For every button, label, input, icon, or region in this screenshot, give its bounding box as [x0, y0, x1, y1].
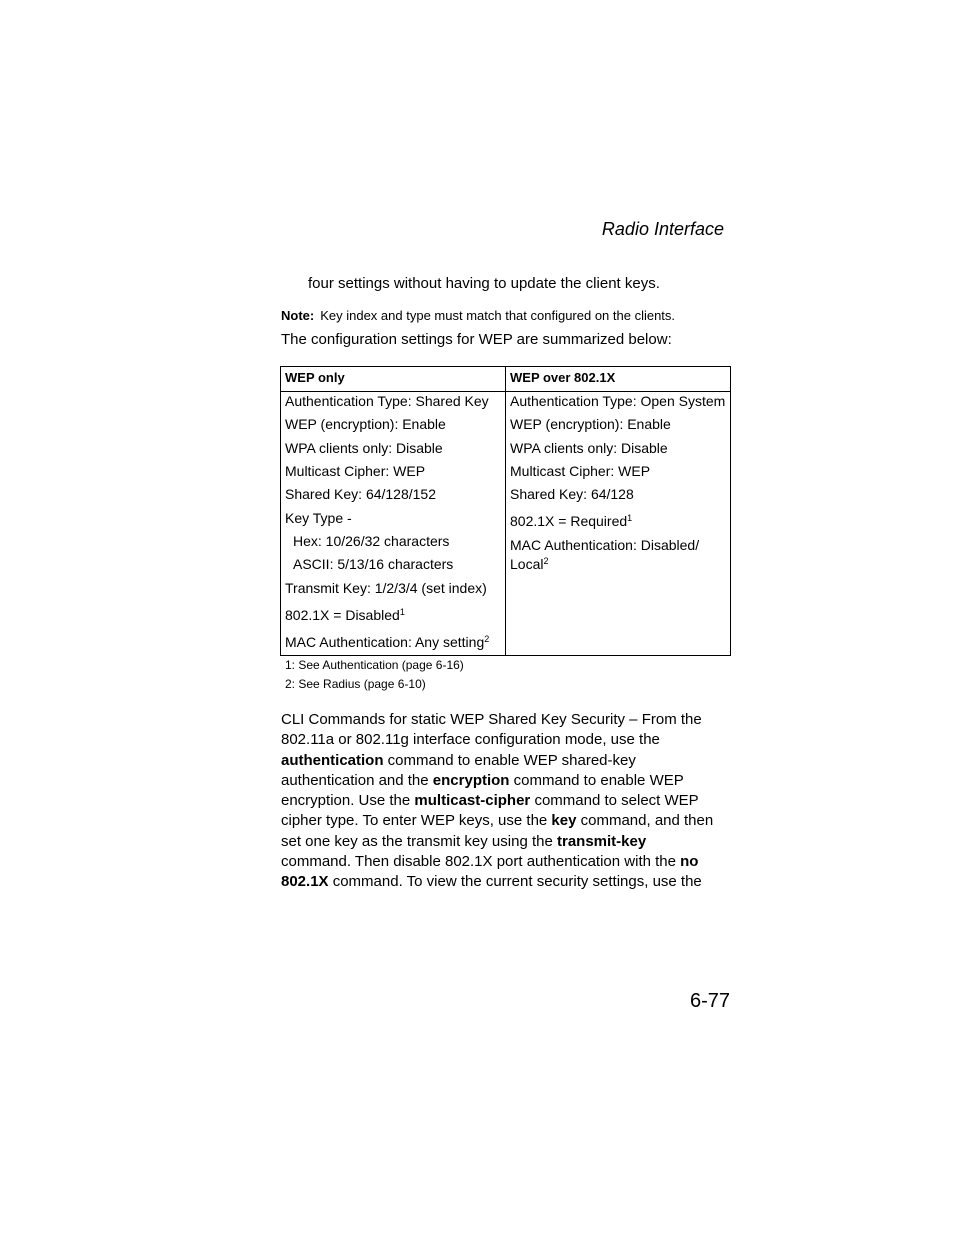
continuation-text: four settings without having to update the client keys.	[308, 275, 660, 292]
left-cell: WEP (encryption): Enable	[285, 416, 446, 432]
paragraph-line: authentication command to enable WEP shared-key	[281, 751, 636, 769]
left-cell: MAC Authentication: Any setting$^2$	[285, 634, 490, 650]
left-cell: 802.1X = Disabled$^1$	[285, 607, 405, 623]
right-cell: 802.1X = Required$^1$	[510, 513, 633, 529]
left-cell: Multicast Cipher: WEP	[285, 463, 426, 479]
page-number: 6-77	[689, 990, 730, 1012]
column-divider	[505, 367, 506, 655]
intro-text: The configuration settings for WEP are summarized below:	[281, 331, 672, 348]
left-cell: WPA clients only: Disable	[285, 440, 443, 456]
paragraph-line: CLI Commands for static WEP Shared Key Security – From the	[281, 711, 702, 728]
right-cell: WEP (encryption): Enable	[510, 416, 671, 432]
wep-settings-table	[280, 366, 731, 656]
note	[281, 308, 675, 323]
note-label: Note:	[281, 308, 315, 323]
right-cell: WPA clients only: Disable	[510, 440, 668, 456]
header-wep-only: WEP only	[285, 370, 345, 385]
footnote-ref: 1	[399, 607, 405, 617]
left-cell: Key Type -	[285, 510, 352, 526]
footnote-2: 2: See Radius (page 6-10)	[285, 677, 426, 691]
paragraph-line: encryption. Use the multicast-cipher command to select WEP	[281, 792, 699, 810]
paragraph-line: cipher type. To enter WEP keys, use the key command, and then	[281, 812, 714, 830]
paragraph-line: 802.1X command. To view the current security settings, use the	[281, 873, 702, 891]
right-cell: Authentication Type: Open System	[510, 393, 726, 409]
left-cell: ASCII: 5/13/16 characters	[293, 556, 454, 572]
running-header: Radio Interface	[601, 219, 724, 239]
cli-commands-paragraph	[281, 710, 741, 893]
right-cell: Multicast Cipher: WEP	[510, 463, 651, 479]
right-cell: MAC Authentication: Disabled/	[510, 537, 700, 553]
paragraph-line: authentication and the encryption command to enable WEP	[281, 771, 684, 789]
footnote-ref: 2	[484, 634, 490, 644]
paragraph-line: set one key as the transmit key using the transmit-key	[281, 832, 647, 850]
left-cell: Transmit Key: 1/2/3/4 (set index)	[285, 580, 487, 596]
left-cell: Hex: 10/26/32 characters	[293, 533, 450, 549]
paragraph-line: command. Then disable 802.1X port authentication with the no	[281, 853, 699, 871]
paragraph-line: 802.11a or 802.11g interface configuration mode, use the	[281, 731, 660, 749]
right-cell: Shared Key: 64/128	[510, 486, 634, 502]
left-cell: Authentication Type: Shared Key	[285, 393, 489, 409]
note-text: Key index and type must match that configured on the clients.	[320, 308, 676, 323]
footnote-1: 1: See Authentication (page 6-16)	[285, 658, 464, 672]
right-cell: Local$^2$	[510, 556, 549, 572]
header-wep-over-8021x: WEP over 802.1X	[510, 370, 616, 385]
footnote-ref: 1	[627, 513, 633, 523]
left-cell: Shared Key: 64/128/152	[285, 486, 437, 502]
footnote-ref: 2	[543, 556, 549, 566]
